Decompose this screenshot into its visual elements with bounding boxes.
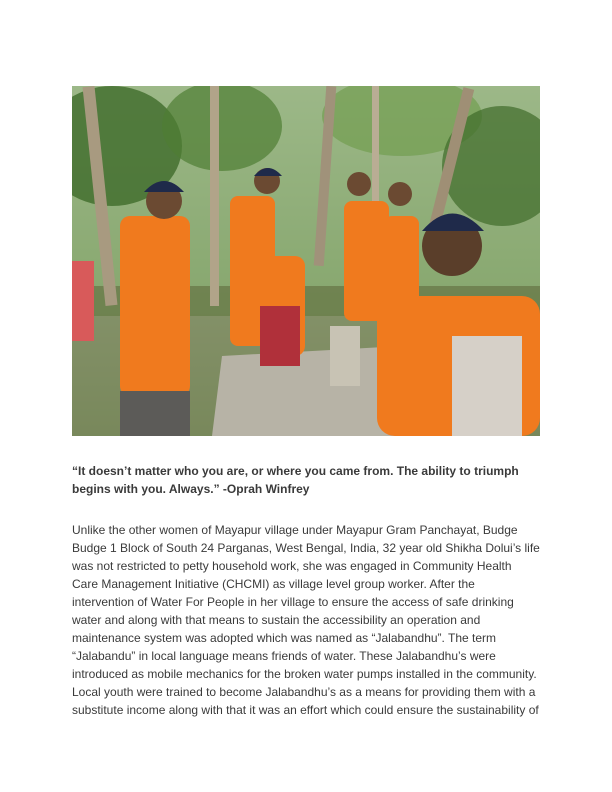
body-line: Unlike the other women of Mayapur village under Mayapur Gram Panchayat, Budge [72, 523, 518, 537]
body-line: water and along with that means to sustain the accessibility an operation and [72, 613, 481, 627]
body-line: was not restricted to petty household work, she was engaged in Community Health [72, 559, 512, 573]
body-line: intervention of Water For People in her village to ensure the access of safe drinking [72, 595, 514, 609]
body-line: Local youth were trained to become Jalabandhu’s as a means for providing them with a [72, 685, 536, 699]
body-line: “Jalabandu” in local language means friends of water. These Jalabandhu’s were [72, 649, 496, 663]
body-line: introduced as mobile mechanics for the broken water pumps installed in the community. [72, 667, 537, 681]
photo-jalabandhu-group [72, 86, 540, 436]
body-line: substitute income along with that it was an effort which could ensure the sustainability of [72, 703, 539, 717]
quote-line: begins with you. Always.” -Oprah Winfrey [72, 481, 310, 496]
body-line: maintenance system was adopted which was named as “Jalabandhu”. The term [72, 631, 497, 645]
quote [72, 463, 540, 498]
quote-line: “It doesn’t matter who you are, or where you came from. The ability to triumph [72, 464, 519, 478]
body-line: Budge 1 Block of South 24 Parganas, West Bengal, India, 32 year old Shikha Dolui’s life [72, 541, 540, 555]
body-line: Care Management Initiative (CHCMI) as village level group worker. After the [72, 577, 475, 591]
body-paragraph [72, 521, 542, 719]
